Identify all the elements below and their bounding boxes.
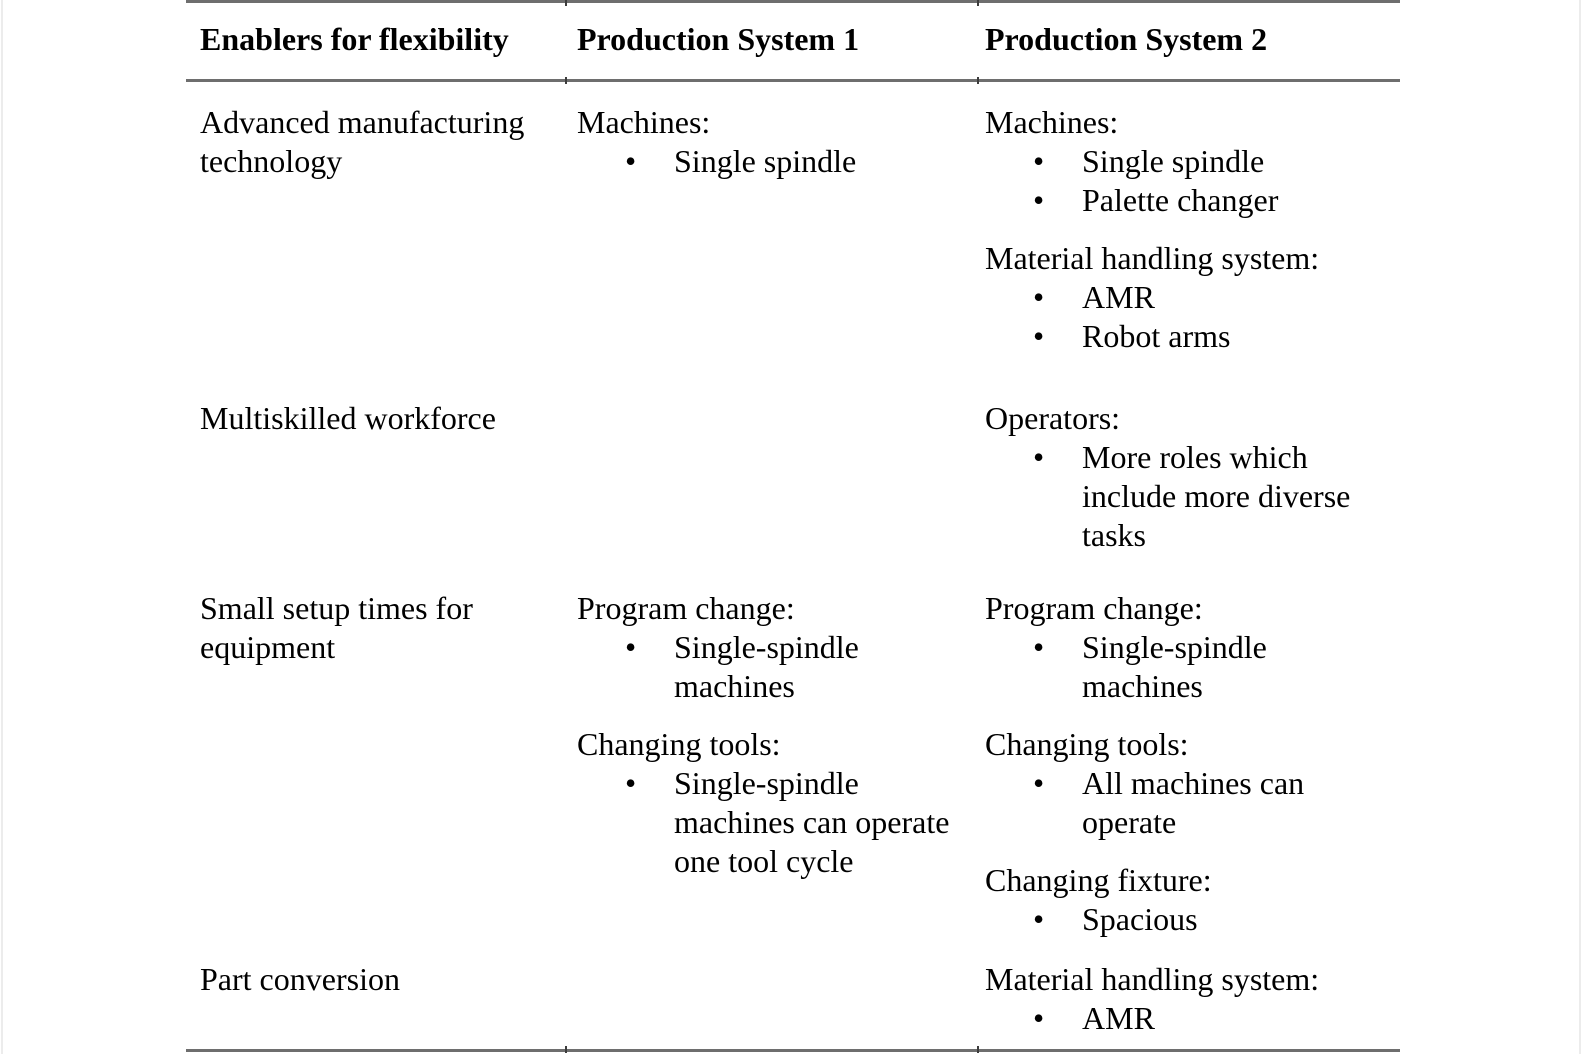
list-item-text: Single-spindle machines — [674, 629, 859, 704]
list-item — [625, 628, 973, 706]
cell-group — [985, 239, 1395, 356]
system2-cell — [978, 82, 1400, 378]
list-item — [1033, 278, 1395, 317]
page-left-edge — [1, 0, 3, 1054]
flexibility-comparison-table — [186, 0, 1400, 1052]
list-item — [1033, 181, 1395, 220]
list-item — [625, 764, 973, 881]
list-item-text: More roles which include more diverse tasks — [1082, 439, 1351, 553]
list-item — [1033, 142, 1395, 181]
group-label: Operators: — [985, 400, 1121, 436]
system1-cell — [566, 568, 978, 939]
column-boundary-tick — [565, 77, 567, 84]
table-bottom-rule — [186, 1049, 1400, 1052]
list-item-text: Single spindle — [674, 143, 857, 179]
bullet-list — [577, 628, 973, 706]
cell-group — [985, 589, 1395, 706]
group-label: Changing tools: — [577, 726, 781, 762]
list-item-text: Single spindle — [1082, 143, 1265, 179]
group-label: Machines: — [985, 104, 1119, 140]
cell-group — [577, 103, 973, 181]
column-header-system2: Production System 2 — [985, 21, 1268, 57]
bullet-list — [985, 142, 1395, 220]
group-label: Material handling system: — [985, 240, 1320, 276]
bullet-list — [985, 278, 1395, 356]
list-item — [625, 142, 973, 181]
system2-cell — [978, 939, 1400, 1049]
list-item — [1033, 764, 1395, 842]
list-item-text: Single-spindle machines — [1082, 629, 1267, 704]
bullet-icon: • — [1033, 765, 1045, 801]
bullet-list — [985, 764, 1395, 842]
group-label: Changing tools: — [985, 726, 1189, 762]
bullet-icon: • — [1033, 629, 1045, 665]
bullet-icon: • — [625, 629, 637, 665]
system2-cell — [978, 568, 1400, 939]
enabler-cell — [186, 82, 566, 378]
cell-group — [985, 399, 1395, 555]
bullet-icon: • — [1033, 901, 1045, 937]
group-label: Material handling system: — [985, 961, 1320, 997]
column-header-system1: Production System 1 — [577, 21, 860, 57]
enabler-cell — [186, 378, 566, 568]
bullet-list — [985, 628, 1395, 706]
cell-group — [985, 861, 1395, 939]
bullet-list — [577, 764, 973, 881]
column-boundary-tick — [565, 1046, 567, 1053]
list-item — [1033, 900, 1395, 939]
bullet-icon: • — [1033, 318, 1045, 354]
list-item-text: AMR — [1082, 1000, 1155, 1036]
bullet-icon: • — [625, 143, 637, 179]
bullet-list — [985, 438, 1395, 555]
bullet-list — [985, 900, 1395, 939]
cell-group — [577, 725, 973, 881]
cell-group — [577, 589, 973, 706]
cell-group — [985, 725, 1395, 842]
column-boundary-tick — [977, 0, 979, 6]
cell-group — [985, 960, 1395, 1038]
list-item-text: Palette changer — [1082, 182, 1279, 218]
list-item-text: Robot arms — [1082, 318, 1231, 354]
system1-cell-empty — [566, 378, 978, 568]
group-label: Changing fixture: — [985, 862, 1212, 898]
group-label: Program change: — [577, 590, 795, 626]
column-boundary-tick — [565, 0, 567, 6]
system2-cell — [978, 378, 1400, 568]
enabler-label: Advanced manufacturing technology — [200, 104, 525, 179]
column-boundary-tick — [977, 1046, 979, 1053]
enabler-label: Small setup times for equipment — [200, 590, 473, 665]
bullet-icon: • — [625, 765, 637, 801]
list-item-text: AMR — [1082, 279, 1155, 315]
system1-cell — [566, 82, 978, 378]
bullet-icon: • — [1033, 182, 1045, 218]
list-item — [1033, 628, 1395, 706]
system1-cell-empty — [566, 939, 978, 1049]
page-right-edge — [1579, 0, 1581, 1054]
list-item-text: Spacious — [1082, 901, 1198, 937]
column-boundary-tick — [977, 77, 979, 84]
table-body — [186, 82, 1400, 1049]
bullet-icon: • — [1033, 439, 1045, 475]
table-header-row — [186, 3, 1400, 79]
enabler-cell — [186, 568, 566, 939]
group-label: Machines: — [577, 104, 711, 140]
bullet-icon: • — [1033, 279, 1045, 315]
list-item-text: Single-spindle machines can operate one tool cycle — [674, 765, 950, 879]
list-item-text: All machines can operate — [1082, 765, 1305, 840]
list-item — [1033, 438, 1395, 555]
cell-group — [985, 103, 1395, 220]
group-label: Program change: — [985, 590, 1203, 626]
enabler-cell — [186, 939, 566, 1049]
enabler-label: Part conversion — [200, 961, 400, 997]
list-item — [1033, 999, 1395, 1038]
list-item — [1033, 317, 1395, 356]
bullet-icon: • — [1033, 143, 1045, 179]
enabler-label: Multiskilled workforce — [200, 400, 496, 436]
bullet-icon: • — [1033, 1000, 1045, 1036]
bullet-list — [985, 999, 1395, 1038]
column-header-enablers: Enablers for flexibility — [200, 21, 509, 57]
bullet-list — [577, 142, 973, 181]
